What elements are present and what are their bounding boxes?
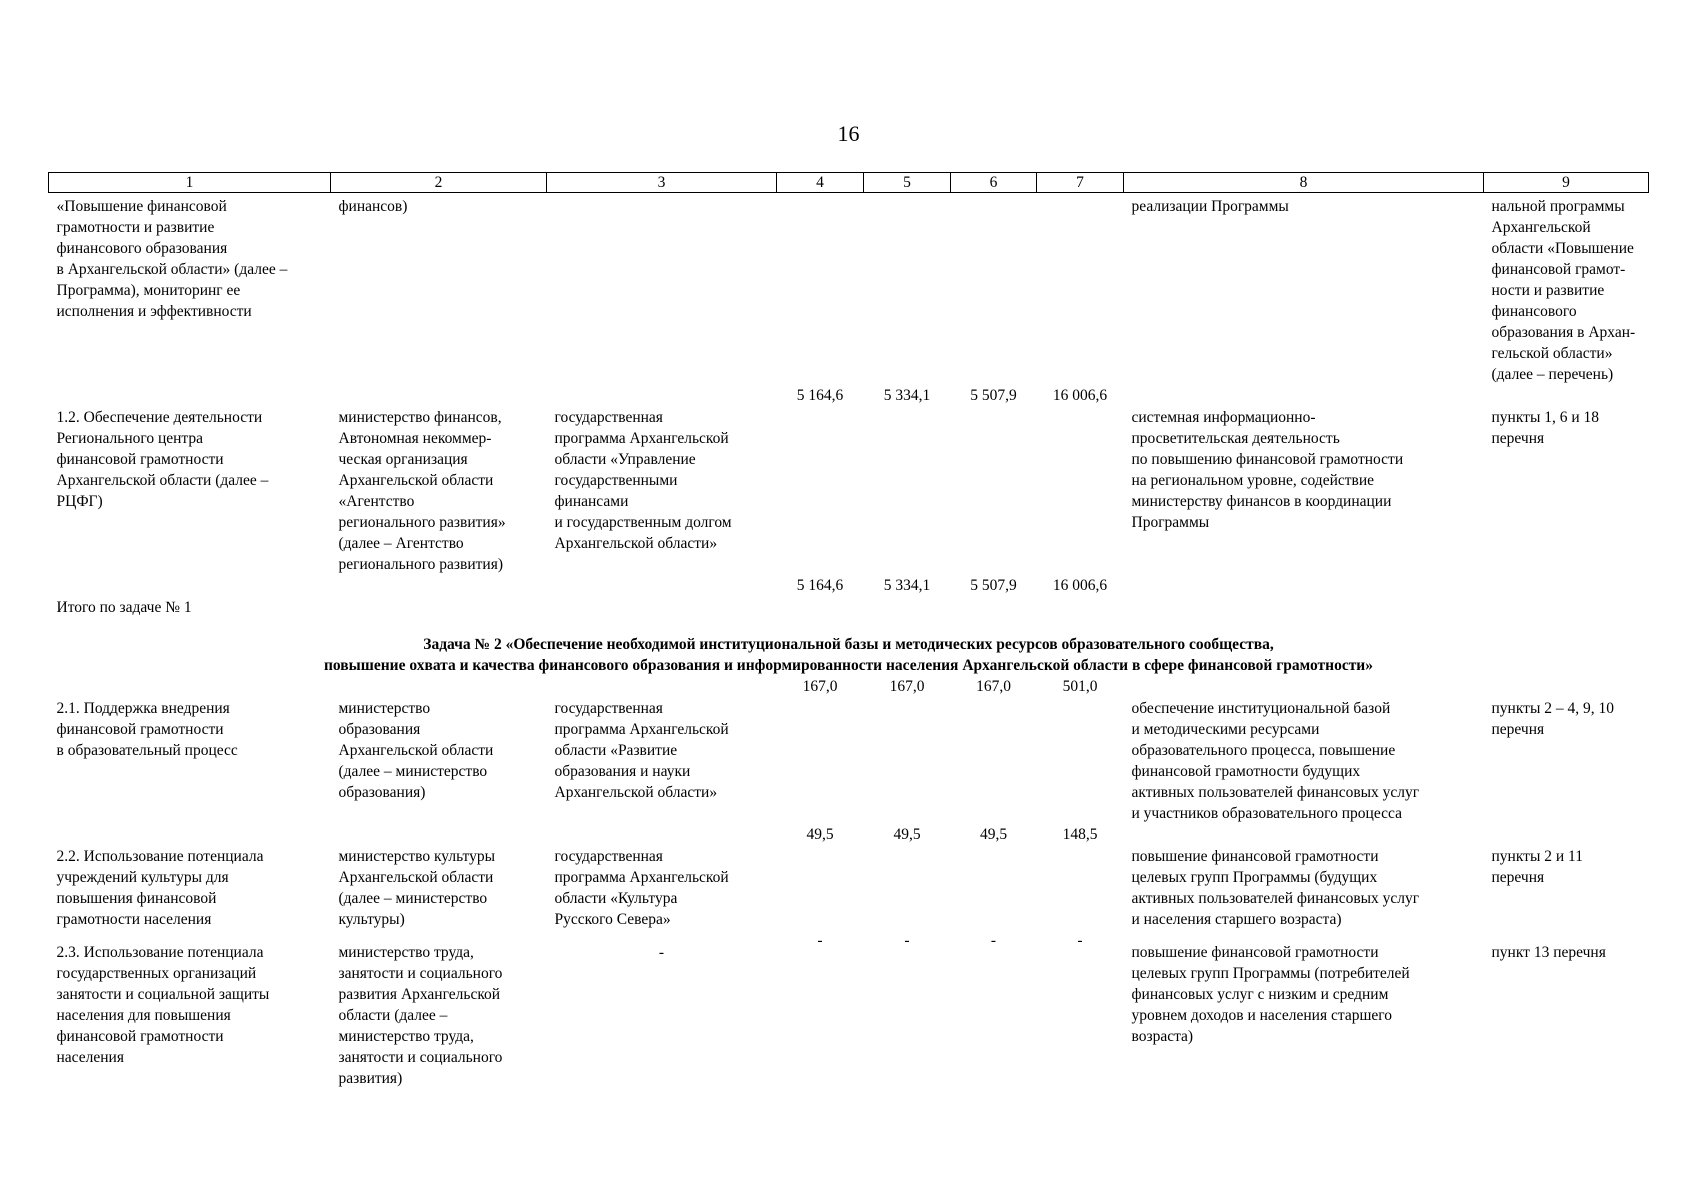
funding-source: государственная программа Архангельской области «Развитие образования и науки Архангельской области» <box>554 700 729 801</box>
task-2-heading: Задача № 2 «Обеспечение необходимой институциональной базы и методических ресурсов образовательного сообщества, повышение охвата и качества финансового образования и информированности населения Архангельской области в сфере финансовой грамотности» <box>324 636 1373 674</box>
total-empty <box>1124 575 1484 618</box>
expected-result: повышение финансовой грамотности целевых групп Программы (будущих активных пользователей финансовых услуг и населения старшего возраста) <box>1131 848 1420 928</box>
responsible-executor: министерство финансов, Автономная некоммер- ческая организация Архангельской области «Агентство регионального развития» (далее – Агентство регионального развития) <box>338 409 506 573</box>
total-label: Итого по задаче № 1 <box>56 599 192 616</box>
amount-total: - <box>1077 932 1083 949</box>
expected-result: системная информационно- просветительская деятельность по повышению финансовой грамотности на региональном уровне, содействие министерству финансов в координации Программы <box>1131 409 1404 531</box>
amount-year-3: - <box>990 932 997 949</box>
amount-total <box>1037 193 1124 386</box>
amount-year-2: 49,5 <box>893 826 921 843</box>
amount-year-2 <box>864 193 951 386</box>
column-number: 1 <box>49 173 331 193</box>
program-activities-table <box>48 172 1649 1089</box>
column-number: 5 <box>864 173 951 193</box>
table-row <box>49 930 1649 1089</box>
column-number: 4 <box>777 173 864 193</box>
total-year-1: 5 164,6 <box>796 577 844 594</box>
total-empty <box>547 575 777 618</box>
funding-source: государственная программа Архангельской области «Управление государственными финансами и государственным долгом Архангельской области» <box>554 409 732 552</box>
funding-source <box>547 193 777 386</box>
table-row <box>49 193 1649 386</box>
amount-year-2: 167,0 <box>889 678 925 695</box>
indicator-link: пункт 13 перечня <box>1491 944 1606 961</box>
column-number: 9 <box>1484 173 1649 193</box>
total-empty <box>331 575 547 618</box>
table-header <box>49 173 1649 193</box>
activity-name: 1.2. Обеспечение деятельности Регионального центра финансовой грамотности Архангельской области (далее – РЦФГ) <box>56 409 269 510</box>
amount-year-1 <box>777 193 864 386</box>
amount-total: 16 006,6 <box>1052 387 1108 404</box>
column-number-row <box>49 173 1649 193</box>
table-row <box>49 824 1649 930</box>
funding-source: - <box>658 944 665 961</box>
indicator-link: пункты 2 и 11 перечня <box>1491 848 1583 886</box>
total-empty <box>1484 575 1649 618</box>
amount-year-3: 5 507,9 <box>970 387 1017 404</box>
table-row <box>49 385 1649 575</box>
indicator-link: нальной программы Архангельской области «Повышение финансовой грамот- ности и развитие финансового образования в Архан- гельской области» (далее – перечень) <box>1491 198 1636 383</box>
amount-total: 501,0 <box>1062 678 1098 695</box>
funding-source: государственная программа Архангельской области «Культура Русского Севера» <box>554 848 729 928</box>
responsible-executor: министерство образования Архангельской области (далее – министерство образования) <box>338 700 494 801</box>
total-year-2: 5 334,1 <box>883 577 931 594</box>
amount-year-1: 5 164,6 <box>796 387 844 404</box>
amount-year-3: 49,5 <box>979 826 1008 843</box>
responsible-executor: финансов) <box>338 198 408 215</box>
column-number: 6 <box>951 173 1037 193</box>
indicator-link: пункты 2 – 4, 9, 10 перечня <box>1491 700 1614 738</box>
column-number: 7 <box>1037 173 1124 193</box>
amount-total: 148,5 <box>1062 826 1098 843</box>
amount-year-3: 167,0 <box>976 678 1011 695</box>
responsible-executor: министерство культуры Архангельской области (далее – министерство культуры) <box>338 848 496 928</box>
total-row <box>49 575 1649 618</box>
column-number: 3 <box>547 173 777 193</box>
expected-result: реализации Программы <box>1131 198 1289 215</box>
amount-year-2: 5 334,1 <box>883 387 931 404</box>
expected-result: обеспечение институциональной базой и методическими ресурсами образовательного процесса, повышение финансовой грамотности будущих активных пользователей финансовых услуг и участников образовательного процесса <box>1131 700 1420 822</box>
indicator-link: пункты 1, 6 и 18 перечня <box>1491 409 1600 447</box>
total-year-3: 5 507,9 <box>970 577 1017 594</box>
amount-year-3 <box>951 193 1037 386</box>
expected-result: повышение финансовой грамотности целевых групп Программы (потребителей финансовых услуг с низким и средним уровнем доходов и населения старшего возраста) <box>1131 944 1410 1045</box>
responsible-executor: министерство труда, занятости и социального развития Архангельской области (далее – министерство труда, занятости и социального развития) <box>338 944 503 1087</box>
task-heading-row <box>49 618 1649 676</box>
activity-name: «Повышение финансовой грамотности и развитие финансового образования в Архангельской области» (далее – Программа), мониторинг ее исполнения и эффективности <box>56 198 288 320</box>
amount-year-1: 167,0 <box>802 678 838 695</box>
amount-year-2: - <box>904 932 910 949</box>
table-row <box>49 676 1649 824</box>
column-number: 8 <box>1124 173 1484 193</box>
activity-name: 2.2. Использование потенциала учреждений культуры для повышения финансовой грамотности населения <box>56 848 264 928</box>
activity-name: 2.3. Использование потенциала государственных организаций занятости и социальной защиты населения для повышения финансовой грамотности населения <box>56 944 270 1066</box>
page-number: 16 <box>837 121 860 146</box>
activity-name: 2.1. Поддержка внедрения финансовой грамотности в образовательный процесс <box>56 700 238 759</box>
amount-year-1: - <box>817 932 823 949</box>
column-number: 2 <box>331 173 547 193</box>
amount-year-1: 49,5 <box>806 826 834 843</box>
total-sum: 16 006,6 <box>1052 577 1108 594</box>
